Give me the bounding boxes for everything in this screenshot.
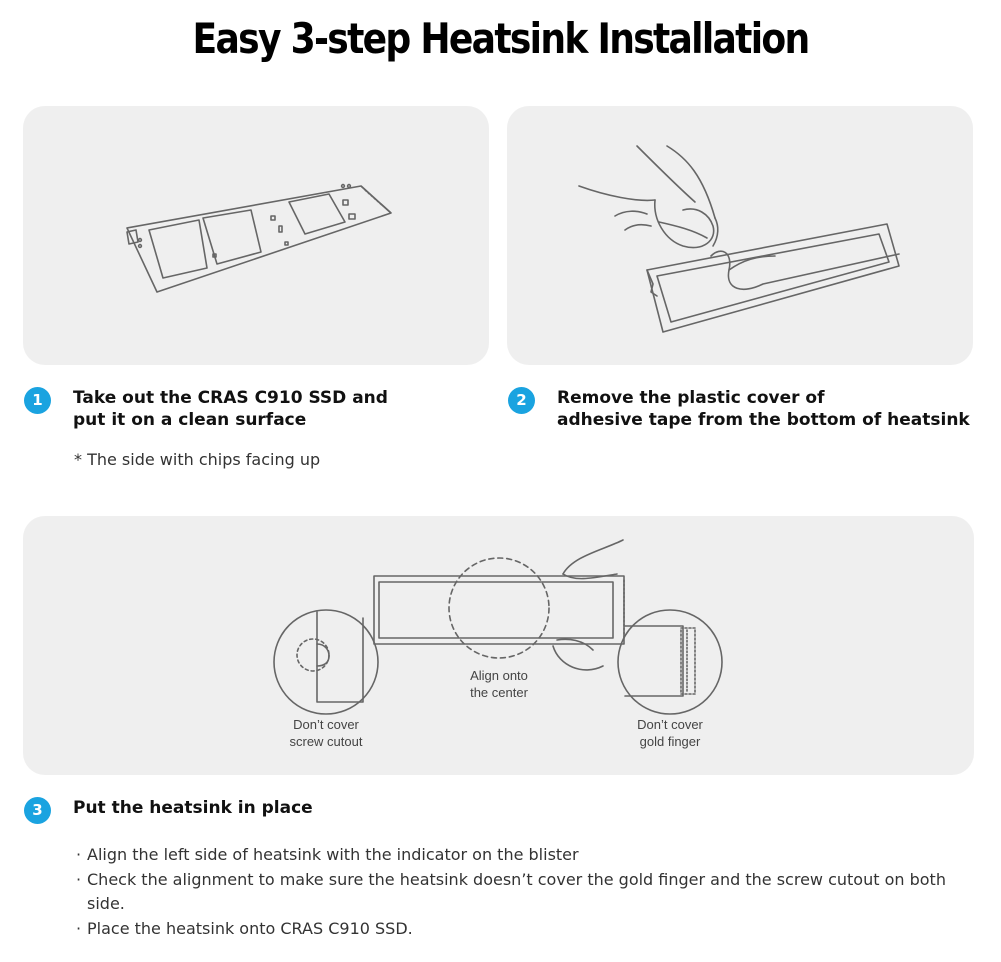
step1-note: * The side with chips facing up xyxy=(74,450,321,469)
step3-illustration-panel xyxy=(23,516,974,775)
step3-bullet-list xyxy=(76,843,956,941)
step1-illustration-panel xyxy=(23,106,489,365)
screw-callout-line1: Don’t cover xyxy=(293,717,359,732)
bullet-marker: · xyxy=(76,845,82,864)
center-callout-line2: the center xyxy=(470,685,528,700)
step1-number-badge: 1 xyxy=(24,387,51,414)
ssd-top-view-illustration xyxy=(23,106,489,365)
center-callout-line1: Align onto xyxy=(470,668,528,683)
bullet-marker: · xyxy=(76,869,82,889)
list-item: · Place the heatsink onto CRAS C910 SSD. xyxy=(76,917,956,942)
step2-heading: Remove the plastic cover of adhesive tape from the bottom of heatsink xyxy=(557,388,970,430)
step3-heading: Put the heatsink in place xyxy=(73,798,313,818)
bullet-marker: · xyxy=(76,918,82,938)
peel-tape-illustration xyxy=(507,106,973,365)
step2-illustration-panel xyxy=(507,106,973,365)
gold-finger-callout-line1: Don’t cover xyxy=(637,717,703,732)
list-item: · Align the left side of heatsink with the indicator on the blister xyxy=(76,843,956,868)
step3-number-badge: 3 xyxy=(24,797,51,824)
screw-callout-line2: screw cutout xyxy=(289,734,363,749)
step1-heading: Take out the CRAS C910 SSD and put it on a clean surface xyxy=(73,388,388,430)
page-title: Easy 3-step Heatsink Installation xyxy=(192,14,809,63)
list-item: · Check the alignment to make sure the heatsink doesn’t cover the gold finger and the screw cutout on both side. xyxy=(76,869,946,913)
heatsink-placement-illustration xyxy=(23,516,974,775)
step2-number-badge: 2 xyxy=(508,387,535,414)
gold-finger-callout-line2: gold finger xyxy=(639,734,701,749)
